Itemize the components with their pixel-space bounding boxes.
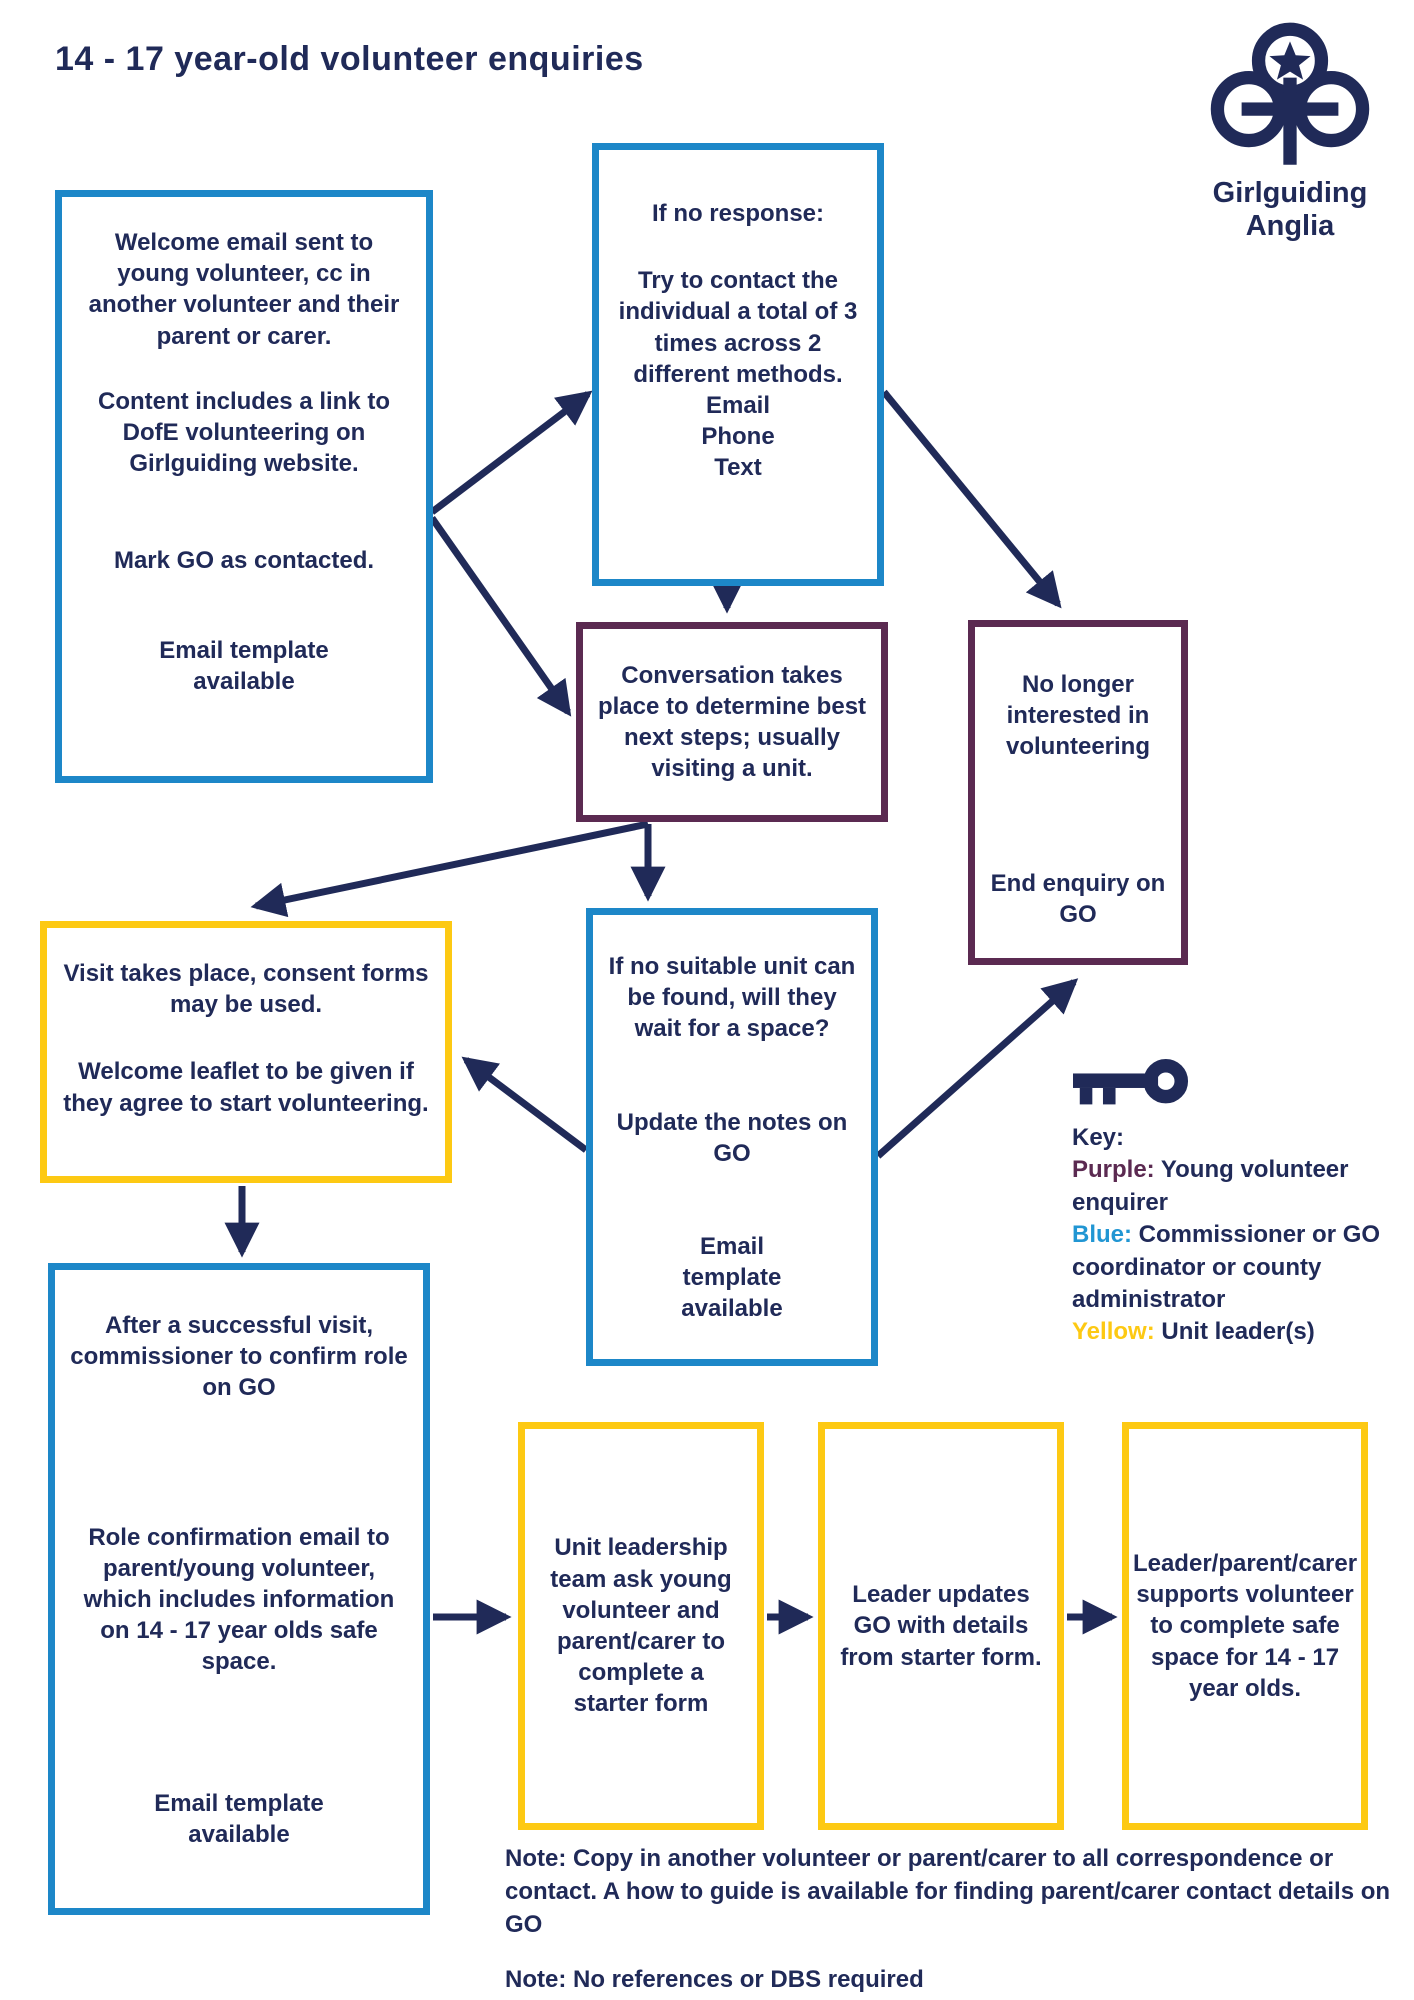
box-conversation <box>576 622 888 822</box>
key-entry-blue <box>1072 1219 1384 1316</box>
box-no-suitable-unit <box>586 908 878 1366</box>
box-text: Leader updates GO with details from starter form. <box>840 1581 1042 1671</box>
key-text-purple: Young volunteer enquirer <box>1072 1156 1349 1216</box>
logo-text-line1: Girlguiding <box>1212 177 1368 209</box>
key-entry-purple <box>1072 1154 1384 1219</box>
box-visit-takes-place <box>40 921 452 1183</box>
arrow-nosuitable-to-visit <box>466 1060 586 1150</box>
box-text: Email <box>705 391 771 419</box>
key-label-purple: Purple: <box>1072 1156 1155 1184</box>
box-text: If no response: <box>651 200 825 227</box>
box-text: End enquiry on GO <box>990 869 1166 928</box>
box-text: Visit takes place, consent forms may be used. <box>63 960 429 1019</box>
box-text: After a successful visit, commissioner to confirm role on GO <box>70 1312 408 1402</box>
key-text-blue: Commissioner or GO coordinator or county administrator <box>1072 1221 1381 1313</box>
box-if-no-response <box>592 143 884 586</box>
note-correspondence: Note: Copy in another volunteer or parent/carer to all correspondence or contact. A how to guide is available for finding parent/carer contact details on GO <box>505 1845 1391 1939</box>
arrow-nosuitable-to-nolonger <box>878 982 1074 1156</box>
box-after-successful-visit <box>48 1263 430 1915</box>
box-text: Text <box>714 454 762 482</box>
box-text: Phone <box>701 423 775 451</box>
key-label-blue: Blue: <box>1072 1221 1132 1249</box>
box-no-longer-interested <box>968 620 1188 965</box>
arrow-conversation-to-visit <box>256 824 648 906</box>
box-safe-space <box>1122 1422 1368 1830</box>
arrow-noresponse-to-nolonger <box>884 392 1058 604</box>
note-no-references: Note: No references or DBS required <box>505 1966 924 1994</box>
page-title: 14 - 17 year-old volunteer enquiries <box>55 40 644 78</box>
box-leader-updates-go <box>818 1422 1064 1830</box>
key-entry-yellow <box>1072 1316 1384 1348</box>
arrow-welcome-to-noresponse <box>432 394 588 512</box>
box-text: Email template available <box>154 1789 324 1848</box>
box-text: Unit leadership team ask young volunteer and parent/carer to complete a starter form <box>550 1534 732 1718</box>
key-title: Key: <box>1072 1124 1125 1151</box>
key-legend <box>1072 1122 1384 1349</box>
key-label-yellow: Yellow: <box>1072 1318 1155 1346</box>
box-text: Leader/parent/carer supports volunteer to complete safe space for 14 - 17 year olds. <box>1132 1550 1358 1702</box>
logo-text-line2: Anglia <box>1245 210 1335 243</box>
box-text: Mark GO as contacted. <box>113 547 375 575</box>
box-text: If no suitable unit can be found, will they wait for a space? <box>608 953 856 1043</box>
box-text: Conversation takes place to determine best next steps; usually visiting a unit. <box>597 661 867 783</box>
footer-notes <box>505 1842 1410 1996</box>
box-text: Email template available <box>159 636 329 695</box>
box-text: Welcome email sent to young volunteer, cc in another volunteer and their parent or carer. <box>88 229 400 350</box>
box-welcome-email <box>55 190 433 783</box>
box-starter-form <box>518 1422 764 1830</box>
box-text: Update the notes on GO <box>616 1108 848 1167</box>
box-text: Try to contact the individual a total of 3 times across 2 different methods. <box>618 267 858 388</box>
box-text: Email template available <box>681 1232 783 1323</box>
box-text: Welcome leaflet to be given if they agree to start volunteering. <box>63 1058 429 1117</box>
arrow-welcome-to-conversation <box>432 518 568 712</box>
girlguiding-trefoil-icon <box>1205 22 1375 172</box>
box-text: No longer interested in volunteering <box>1005 671 1150 761</box>
key-text-yellow: Unit leader(s) <box>1161 1318 1315 1346</box>
box-text: Role confirmation email to parent/young volunteer, which includes information on 14 - 17 year olds safe space. <box>83 1523 395 1676</box>
key-icon <box>1072 1058 1190 1116</box>
box-text: Content includes a link to DofE volunteering on Girlguiding website. <box>97 387 391 478</box>
girlguiding-anglia-logo <box>1190 22 1390 244</box>
